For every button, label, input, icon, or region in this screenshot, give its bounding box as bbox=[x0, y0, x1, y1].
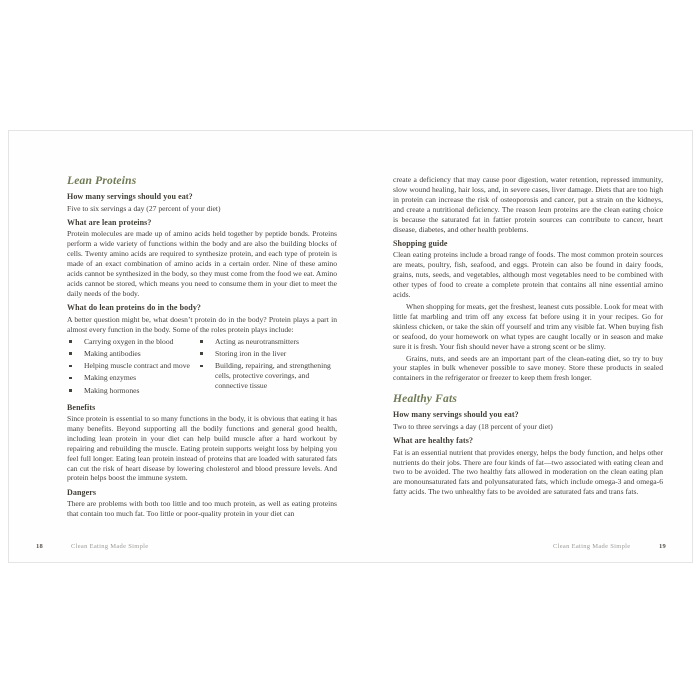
paragraph-benefits: Since protein is essential to so many functions in the body, it is obvious that eating it has many benefits. Beyond supporting all the bodily functions and general good health, including lean protein in your diet can help build muscle after a hard workout by repairing and rebuilding the muscle. Eating protein supports weight loss by helping you feel full longer. Eating lean protein instead of proteins that are loaded with saturated fats can cut the risk of heart disease by lowering cholesterol and blood pressure levels. And protein helps boost the immune system. bbox=[67, 414, 337, 483]
bullet-item-label: Making hormones bbox=[84, 385, 140, 395]
subheading-benefits: Benefits bbox=[67, 402, 96, 412]
paragraph-lean-proteins: Protein molecules are made up of amino acids held together by peptide bonds. Proteins perform a wide variety of functions within the body and are also the building blocks of cells. Twenty amino acids are required to synthesize protein, and each type of protein is made of an exact combination of amino acids in a certain order. Nine of these amino acids cannot be synthesized in the body, so they must come from the food we eat. Amino acids cannot be stored, which means you need to consume them in your diet to meet the daily needs of the body. bbox=[67, 229, 337, 298]
bullet-item-label: Making antibodies bbox=[84, 348, 141, 358]
bullet-icon bbox=[67, 349, 84, 359]
bullet-item bbox=[67, 373, 198, 383]
section-heading-healthy-fats: Healthy Fats bbox=[393, 393, 458, 406]
bullet-item-label: Helping muscle contract and move bbox=[84, 361, 190, 371]
bullet-item bbox=[67, 349, 198, 359]
bullet-item bbox=[67, 337, 198, 347]
bullet-list-column-1 bbox=[67, 337, 198, 398]
paragraph-shopping-1: Clean eating proteins include a broad range of foods. The most common protein sources are meats, poultry, fish, seafood, and eggs. Protein can also be found in dairy foods, grains, nuts, seeds, and vegetables, although most vegetables need to be combined with other types of food to create a complete protein that contains all nine essential amino acids. bbox=[393, 250, 663, 300]
right-page bbox=[393, 175, 663, 499]
paragraph-roles-intro: A better question might be, what doesn’t protein do in the body? Protein plays a part in almost every function in the body. Some of the roles protein plays include: bbox=[67, 314, 337, 334]
bullet-icon bbox=[67, 373, 84, 383]
subheading-what-are-lean-proteins: What are lean proteins? bbox=[67, 217, 152, 227]
subheading-what-do-proteins-do: What do lean proteins do in the body? bbox=[67, 303, 202, 313]
bullet-list-protein-roles bbox=[67, 337, 337, 398]
left-page bbox=[67, 175, 337, 521]
running-title-left: Clean Eating Made Simple bbox=[71, 543, 149, 550]
emphasized-word-lean: lean bbox=[538, 204, 552, 214]
continuation-text-1: create a deficiency that may cause poor digestion, water retention, repressed immunity, slow wound healing, hair loss, and, in severe cases, liver damage. Diets that are too high in protein can increase the risk of osteoporosis and cancer, put a strain on the kidneys, and create a nutritional deficiency. The reason bbox=[393, 175, 663, 214]
paragraph-healthy-fats: Fat is an essential nutrient that provides energy, helps the body function, and helps other nutrients do their jobs. There are four kinds of fat—two associated with eating clean and two to be avoided. The two healthy fats allowed in moderation on the clean eating plan are monounsaturated fats and polyunsaturated fats, which include omega-3 and omega-6 fatty acids. The two unhealthy fats to be avoided are saturated fats and trans fats. bbox=[393, 447, 663, 497]
bullet-item-label: Building, repairing, and strengthening cells, protective coverings, and connective tissue bbox=[215, 361, 331, 390]
paragraph-continuation bbox=[393, 175, 663, 234]
continuation-text-2: proteins are the clean eating choice is because the saturated fat in fattier protein sources can contribute to cancer, heart disease, diabetes, and other health problems. bbox=[393, 204, 663, 234]
bullet-icon bbox=[67, 386, 84, 396]
page-number-right: 19 bbox=[659, 543, 667, 550]
bullet-icon bbox=[67, 337, 84, 347]
subheading-servings-fats: How many servings should you eat? bbox=[393, 410, 519, 420]
subheading-dangers: Dangers bbox=[67, 487, 97, 497]
bullet-icon bbox=[198, 337, 215, 347]
bullet-item bbox=[198, 337, 337, 347]
page-number-left: 18 bbox=[36, 543, 44, 550]
bullet-item-label: Acting as neurotransmitters bbox=[215, 336, 299, 346]
bullet-icon bbox=[198, 361, 215, 390]
bullet-item-label: Carrying oxygen in the blood bbox=[84, 336, 174, 346]
section-heading-lean-proteins: Lean Proteins bbox=[67, 175, 137, 187]
paragraph-shopping-2: When shopping for meats, get the freshest, leanest cuts possible. Look for meat with little fat marbling and trim off any excess fat before using it in your recipes. Go for skinless chicken, or take the skin off yourself and trim any visible fat. When buying fish or seafood, do your homework on what types are caught locally or in season and make sure it is fresh. Your fish should never have a strong scent or be slimy. bbox=[393, 301, 663, 351]
bullet-item bbox=[198, 361, 337, 390]
bullet-item bbox=[67, 361, 198, 371]
bullet-icon bbox=[67, 361, 84, 371]
paragraph-dangers: There are problems with both too little and too much protein, as well as eating proteins that contain too much fat. Too little or poor-quality protein in your diet can bbox=[67, 499, 337, 519]
subheading-servings: How many servings should you eat? bbox=[67, 192, 193, 201]
bullet-item bbox=[198, 349, 337, 359]
bullet-item-label: Storing iron in the liver bbox=[215, 348, 287, 358]
running-title-right: Clean Eating Made Simple bbox=[553, 543, 631, 550]
paragraph-shopping-3: Grains, nuts, and seeds are an important part of the clean-eating diet, so try to buy your staples in bulk whenever possible to save money. Store these products in sealed containers in the refrigerator or freezer to keep them fresh longer. bbox=[393, 353, 663, 383]
servings-answer-fats: Two to three servings a day (18 percent of your diet) bbox=[393, 421, 553, 431]
subheading-shopping-guide: Shopping guide bbox=[393, 238, 448, 248]
bullet-list-column-2 bbox=[198, 337, 337, 398]
bullet-icon bbox=[198, 349, 215, 359]
bullet-item-label: Making enzymes bbox=[84, 373, 137, 383]
book-spread bbox=[8, 130, 693, 563]
subheading-what-are-healthy-fats: What are healthy fats? bbox=[393, 436, 474, 446]
bullet-item bbox=[67, 386, 198, 396]
servings-answer: Five to six servings a day (27 percent of your diet) bbox=[67, 203, 221, 213]
